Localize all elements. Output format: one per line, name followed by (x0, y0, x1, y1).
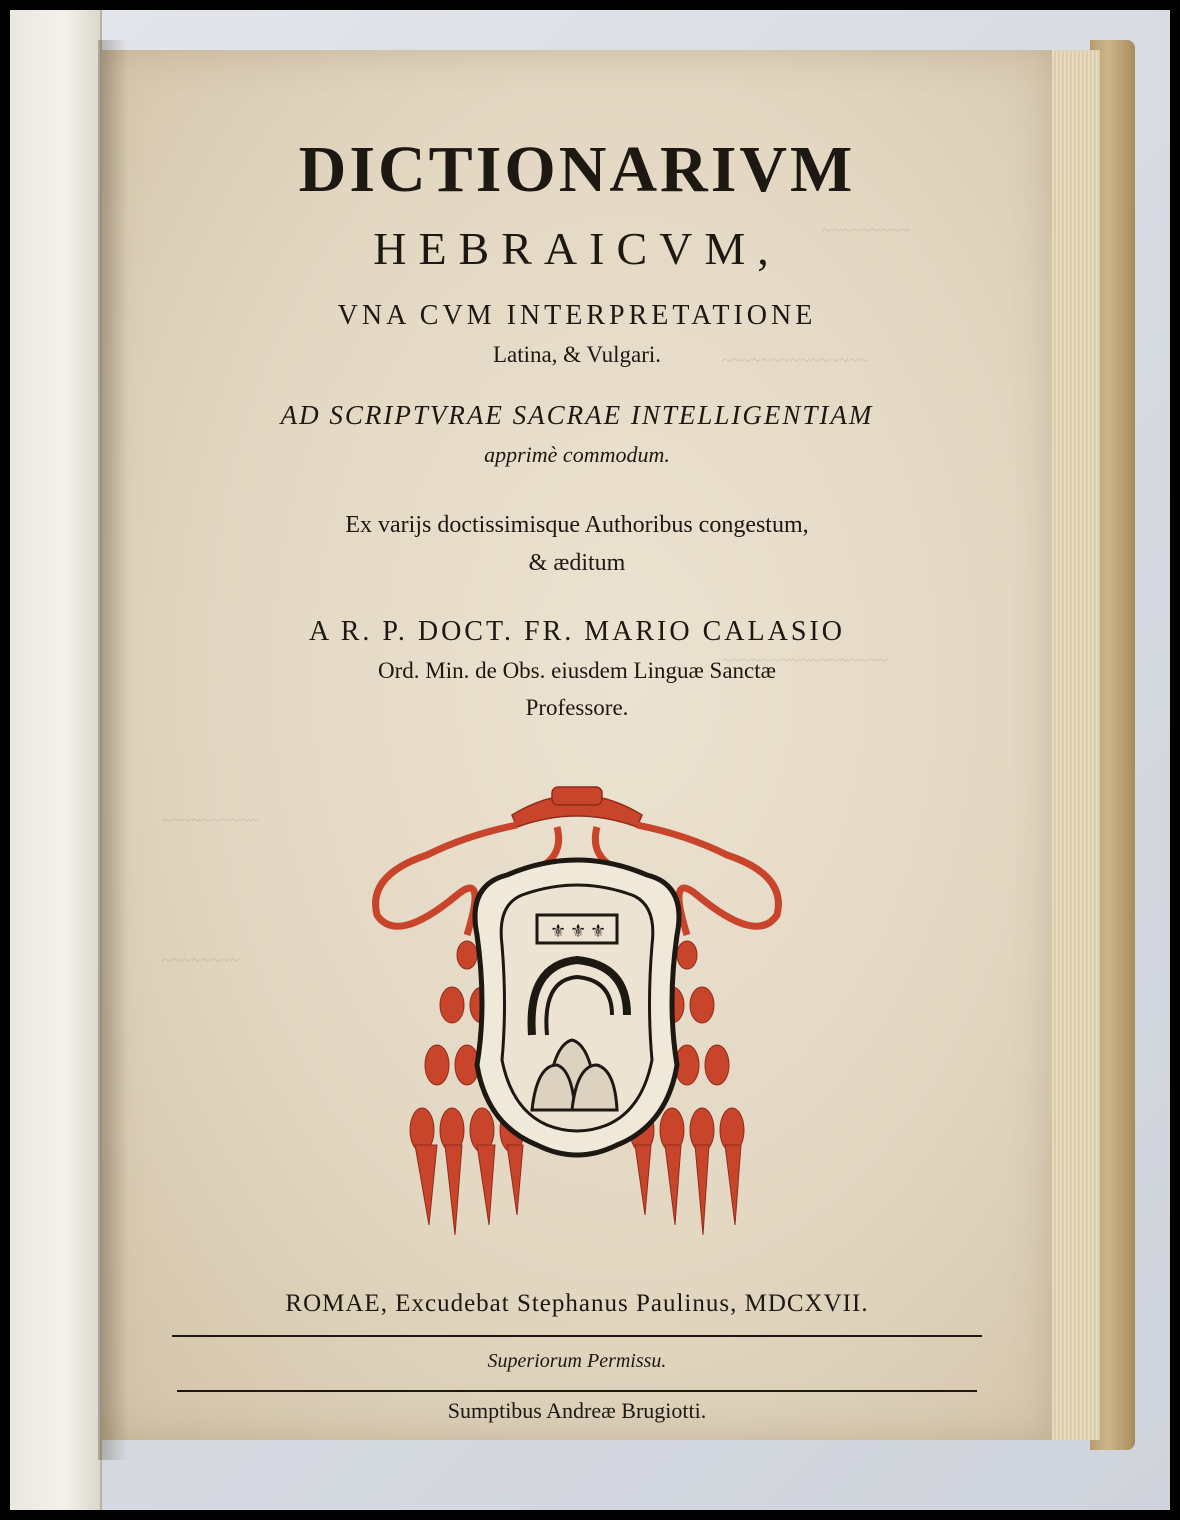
subtitle-line-2: Latina, & Vulgari. (492, 342, 662, 367)
shield (475, 860, 679, 1155)
compilation-line-2: & æditum (528, 550, 626, 576)
svg-text:⚜: ⚜ (550, 921, 567, 942)
galero-hat (512, 787, 642, 827)
title-page (102, 50, 1052, 1440)
author-order-line: Ord. Min. de Obs. eiusdem Linguæ Sanctæ (378, 658, 776, 683)
show-through: ~~~~~~~~ (162, 950, 240, 970)
cardinal-coat-of-arms (317, 765, 837, 1245)
show-through: ~~~~~~~~~ (822, 220, 910, 240)
permission-line: Superiorum Permissu. (487, 1350, 667, 1372)
permission-rule (177, 1390, 977, 1392)
binding-shadow (98, 40, 128, 1460)
author-line: A R. P. DOCT. FR. MARIO CALASIO (309, 616, 845, 647)
show-through: ~~~~~~~~~~ (162, 810, 260, 830)
sumptibus-line: Sumptibus Andreæ Brugiotti. (447, 1398, 707, 1423)
imprint-line: ROMAE, Excudebat Stephanus Paulinus, MDCXVII. (285, 1290, 869, 1317)
svg-text:⚜: ⚜ (570, 921, 587, 942)
show-through: ~~~~~~~~~~~~~~~~~ (722, 650, 888, 670)
photo-frame (10, 10, 1170, 1510)
author-title-line: Professore. (525, 695, 629, 720)
page-block-edge (1045, 50, 1100, 1440)
compilation-line-1: Ex varijs doctissimisque Authoribus congestum, (345, 512, 809, 538)
subtitle-line-1: VNA CVM INTERPRETATIONE (337, 300, 817, 331)
svg-text:⚜: ⚜ (590, 921, 607, 942)
purpose-line-2: apprimè commodum. (484, 442, 670, 467)
show-through: ~~~~~~~~~~~~~~~ (722, 350, 869, 370)
purpose-line-1: AD SCRIPTVRAE SACRAE INTELLIGENTIAM (280, 400, 874, 430)
imprint-rule (172, 1335, 982, 1337)
title-line-2: HEBRAICVM, (373, 223, 781, 274)
left-facing-page (10, 10, 102, 1510)
title-line-1: DICTIONARIVM (298, 133, 856, 206)
